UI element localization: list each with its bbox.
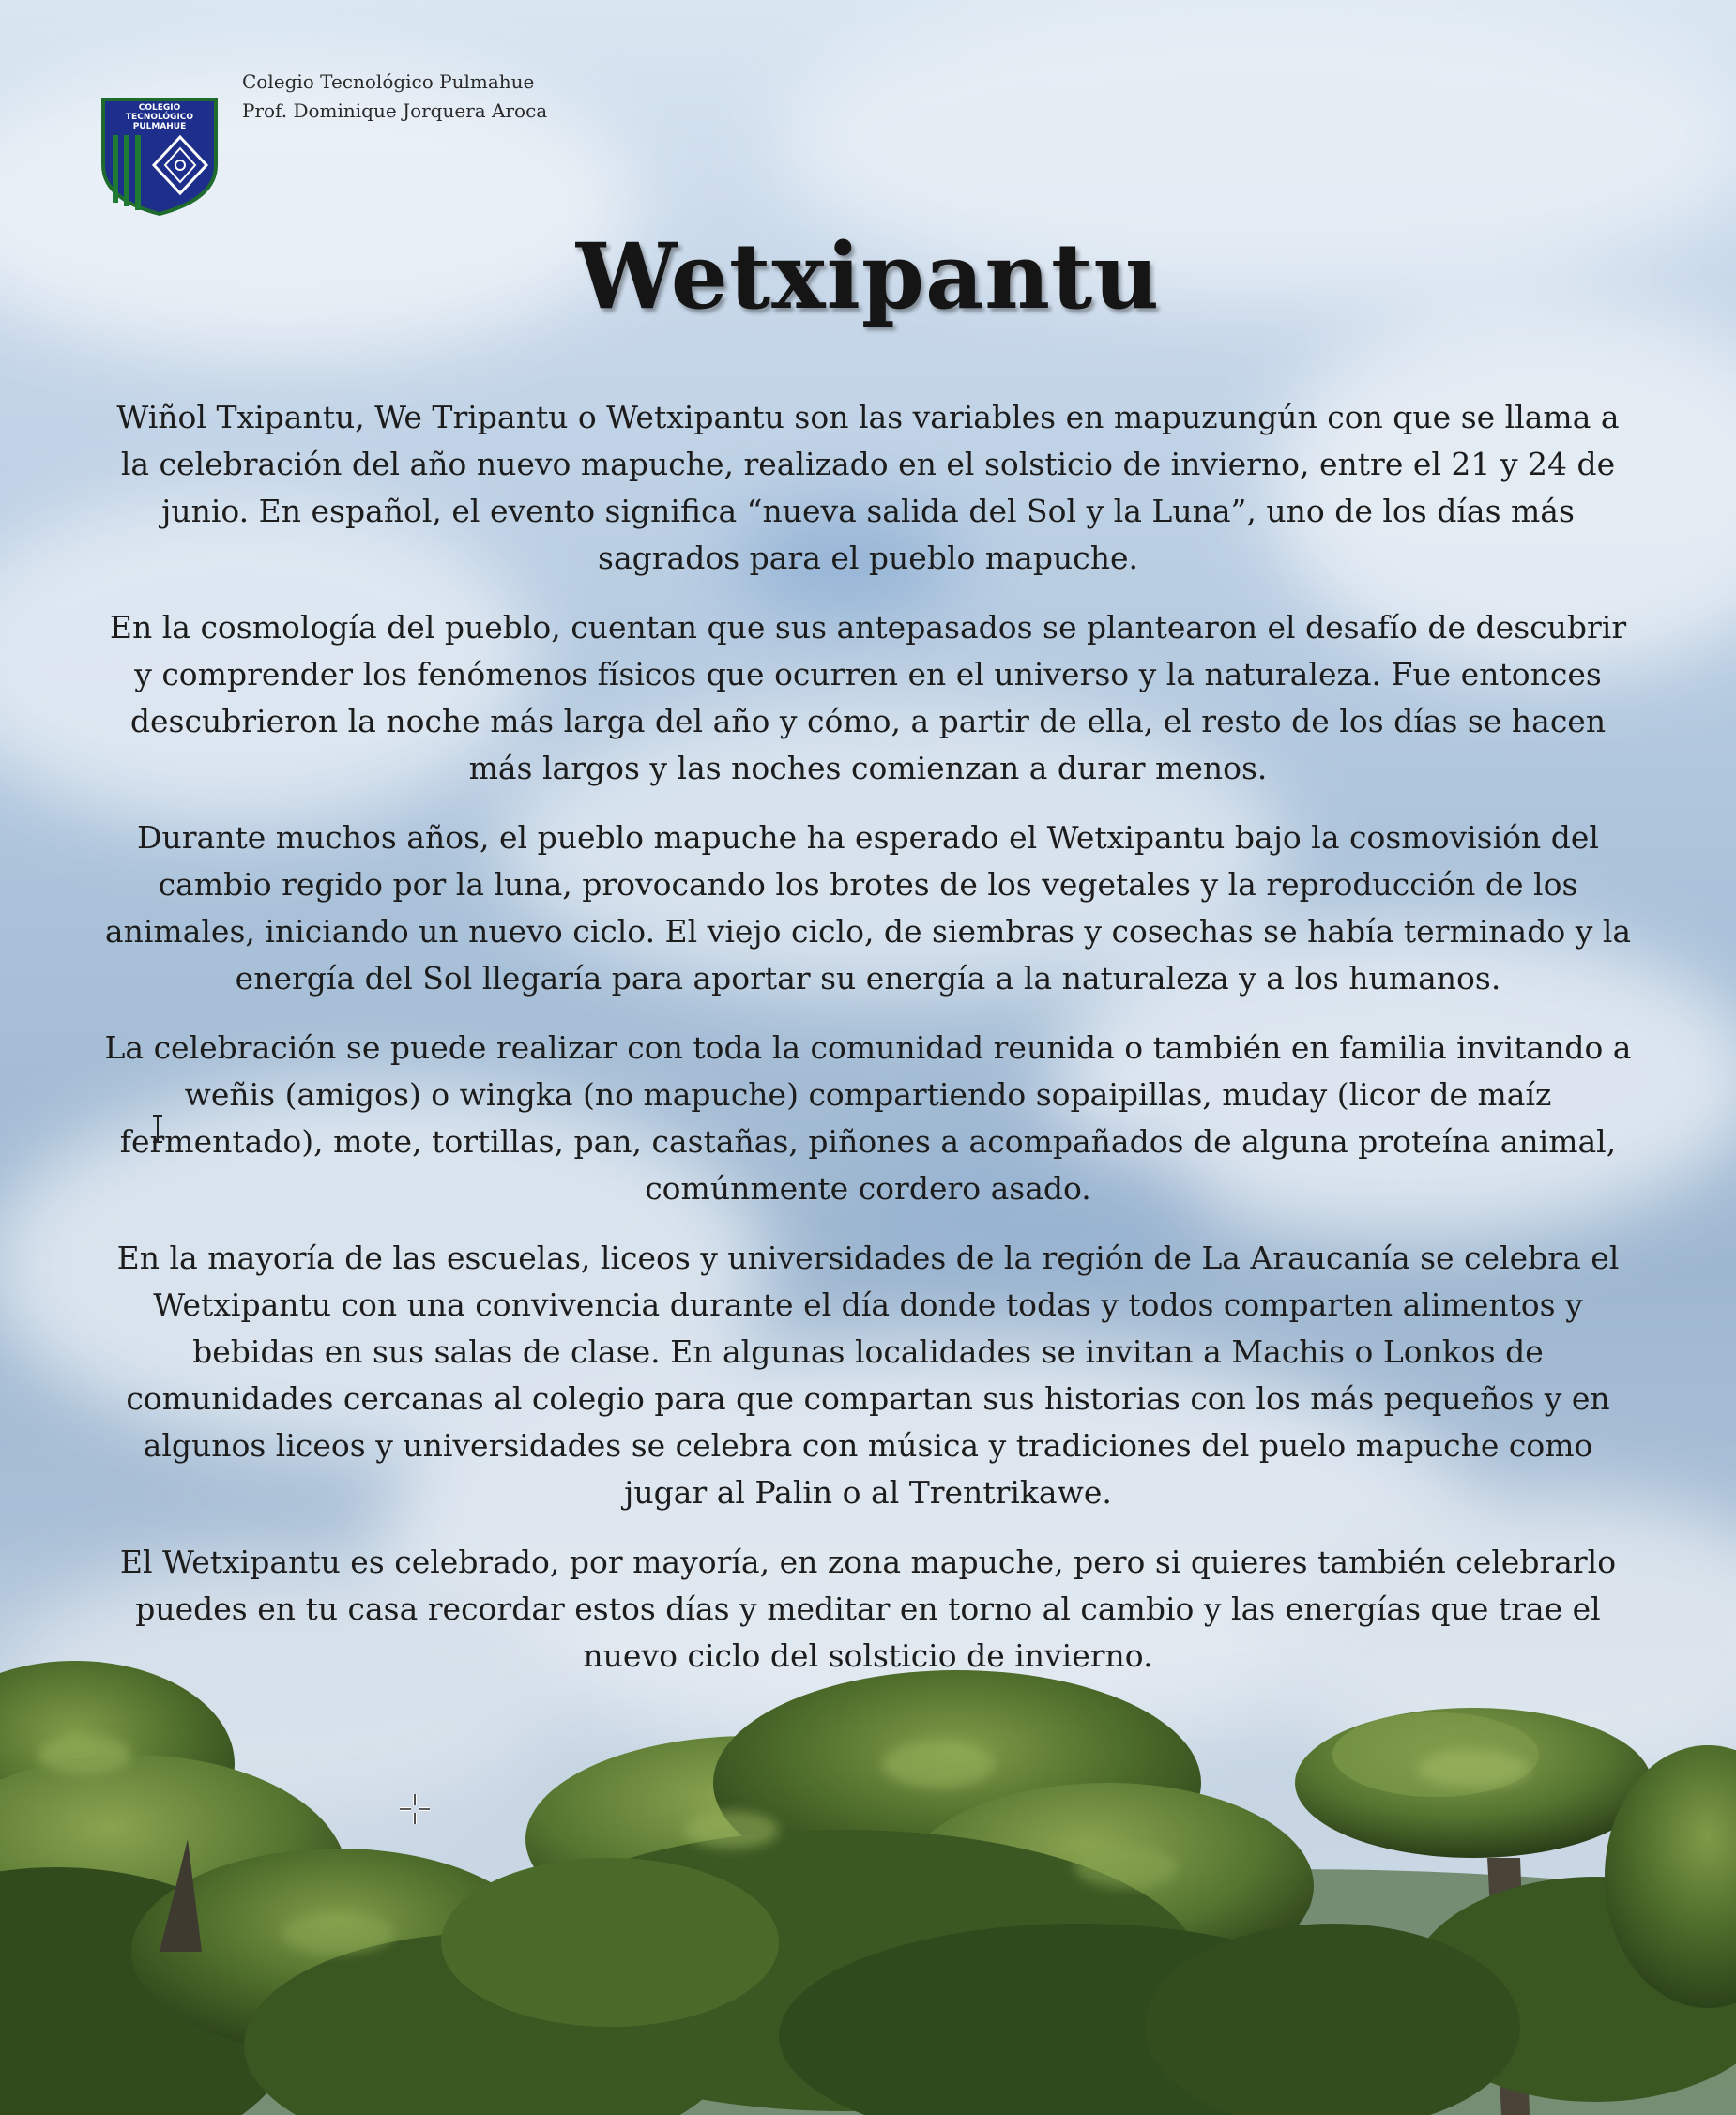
school-crest-logo — [101, 98, 218, 216]
crosshair-cursor-icon — [398, 1792, 432, 1826]
ibeam-cursor-icon — [150, 1115, 165, 1143]
crest-line-2: TECNOLÓGICO — [125, 113, 194, 122]
school-name: Colegio Tecnológico Pulmahue — [242, 70, 535, 93]
header — [101, 68, 758, 218]
document-title: Wetxipantu — [575, 223, 1161, 329]
header-text — [242, 68, 547, 126]
crest-line-3: PULMAHUE — [132, 122, 187, 131]
teacher-name: Prof. Dominique Jorquera Aroca — [242, 99, 548, 122]
paragraph-5: En la mayoría de las escuelas, liceos y universidades de la región de La Araucanía se celebra el Wetxipantu con una convivencia durante el día donde todas y todos comparten alimentos y bebidas en sus salas de clase. En algunas localidades se invitan a Machis o Lonkos de comunidades cercanas al colegio para que compartan sus historias con los más pequeños y en algunos liceos y universidades se celebra con música y tradiciones del puelo mapuche como jugar al Palin o al Trentrikawe. — [116, 1240, 1620, 1511]
paragraph-6: El Wetxipantu es celebrado, por mayoría, en zona mapuche, pero si quieres también celebrarlo puedes en tu casa recordar estos días y meditar en torno al cambio y las energías que trae el nuevo ciclo del solsticio de invierno. — [119, 1544, 1617, 1674]
paragraph-2: En la cosmología del pueblo, cuentan que sus antepasados se plantearon el desafío de descubrir y comprender los fenómenos físicos que ocurren en el universo y la naturaleza. Fue entonces descubrieron la noche más larga del año y cómo, a partir de ella, el resto de los días se hacen más largos y las noches comienzan a durar menos. — [109, 609, 1627, 786]
paragraph-3: Durante muchos años, el pueblo mapuche ha esperado el Wetxipantu bajo la cosmovisión del cambio regido por la luna, provocando los brotes de los vegetales y la reproducción de los animales, iniciando un nuevo ciclo. El viejo ciclo, de siembras y cosechas se había terminado y la energía del Sol llegaría para aportar su energía a la naturaleza y a los humanos. — [104, 819, 1632, 997]
document-body[interactable] — [99, 394, 1637, 1702]
paragraph-4: La celebración se puede realizar con toda la comunidad reunida o también en familia invitando a weñis (amigos) o wingka (no mapuche) compartiendo sopaipillas, muday (licor de maíz fermentado), mote, tortillas, pan, castañas, piñones a acompañados de alguna proteína animal, comúnmente cordero asado. — [104, 1029, 1632, 1207]
paragraph-1: Wiñol Txipantu, We Tripantu o Wetxipantu son las variables en mapuzungún con que se llama a la celebración del año nuevo mapuche, realizado en el solsticio de invierno, entre el 21 y 24 de junio. En español, el evento significa “nueva salida del Sol y la Luna”, uno de los días más sagrados para el pueblo mapuche. — [116, 399, 1620, 576]
crest-line-1: COLEGIO — [138, 103, 181, 113]
